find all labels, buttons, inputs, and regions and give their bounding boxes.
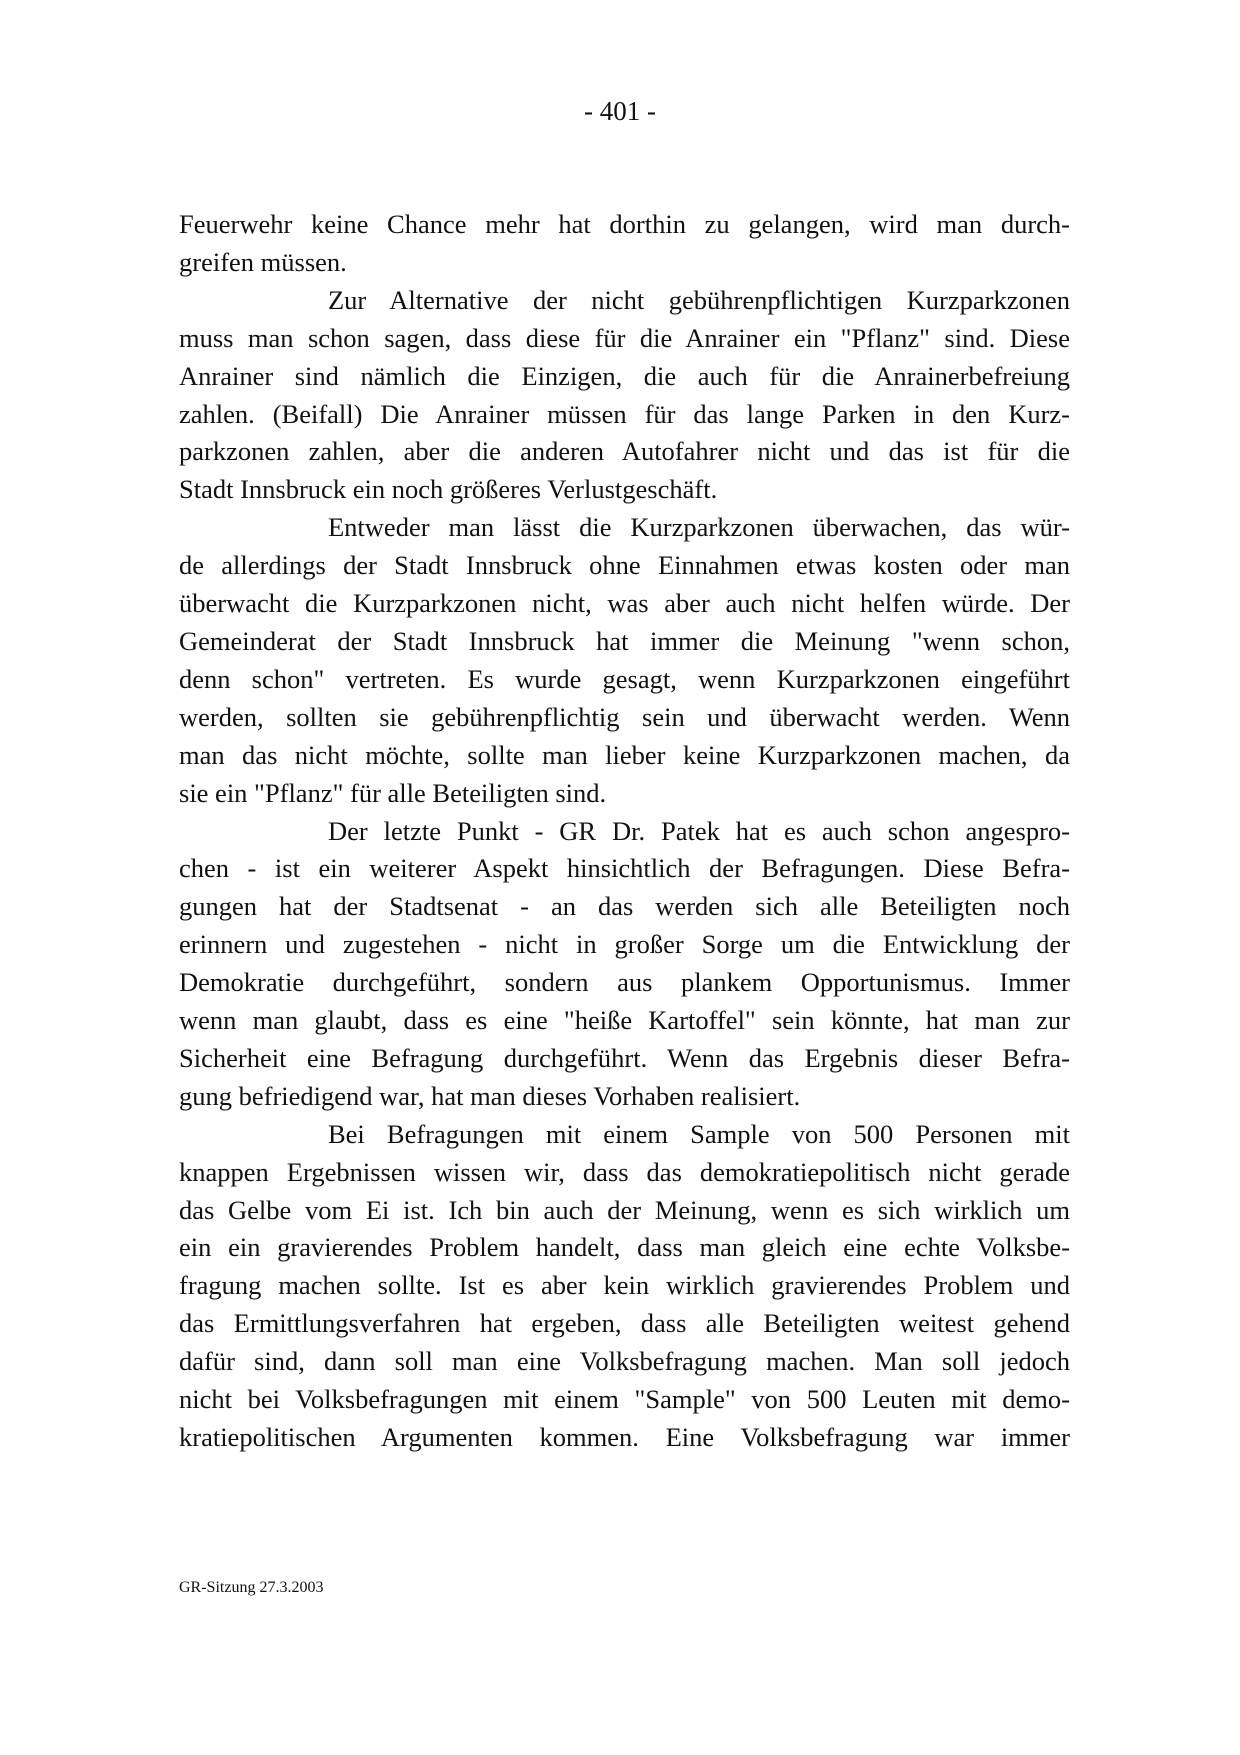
text-line: erinnern und zugestehen - nicht in großer Sorge um die Entwicklung der (179, 929, 1070, 960)
body-text (179, 206, 1070, 1457)
text-line: dafür sind, dann soll man eine Volksbefragung machen. Man soll jedoch (179, 1346, 1070, 1377)
text-line: zahlen. (Beifall) Die Anrainer müssen für das lange Parken in den Kurz- (179, 398, 1070, 429)
text-line: Demokratie durchgeführt, sondern aus plankem Opportunismus. Immer (179, 967, 1070, 998)
paragraph (179, 813, 1070, 1116)
text-line: gung befriedigend war, hat man dieses Vorhaben realisiert. (179, 1080, 801, 1111)
text-line: Sicherheit eine Befragung durchgeführt. Wenn das Ergebnis dieser Befra- (179, 1042, 1070, 1073)
paragraph (179, 509, 1070, 812)
text-line: Anrainer sind nämlich die Einzigen, die auch für die Anrainerbefreiung (179, 360, 1070, 391)
text-line: man das nicht möchte, sollte man lieber keine Kurzparkzonen machen, da (179, 739, 1070, 770)
text-line: das Ermittlungsverfahren hat ergeben, dass alle Beteiligten weitest gehend (179, 1308, 1070, 1339)
text-line: Zur Alternative der nicht gebührenpflichtigen Kurzparkzonen (328, 284, 1070, 315)
text-line: gungen hat der Stadtsenat - an das werden sich alle Beteiligten noch (179, 891, 1070, 922)
text-line: ein ein gravierendes Problem handelt, dass man gleich eine echte Volksbe- (179, 1232, 1070, 1263)
text-line: überwacht die Kurzparkzonen nicht, was aber auch nicht helfen würde. Der (179, 588, 1070, 619)
text-line: Stadt Innsbruck ein noch größeres Verlustgeschäft. (179, 474, 718, 505)
paragraph (179, 1116, 1070, 1457)
text-line: denn schon" vertreten. Es wurde gesagt, wenn Kurzparkzonen eingeführt (179, 663, 1070, 694)
text-line: chen - ist ein weiterer Aspekt hinsichtlich der Befragungen. Diese Befra- (179, 853, 1070, 884)
text-line: fragung machen sollte. Ist es aber kein wirklich gravierendes Problem und (179, 1270, 1070, 1301)
text-line: nicht bei Volksbefragungen mit einem "Sample" von 500 Leuten mit demo- (179, 1384, 1070, 1415)
text-line: de allerdings der Stadt Innsbruck ohne Einnahmen etwas kosten oder man (179, 550, 1070, 581)
text-line: parkzonen zahlen, aber die anderen Autofahrer nicht und das ist für die (179, 436, 1070, 467)
text-line: greifen müssen. (179, 246, 347, 277)
text-line: Feuerwehr keine Chance mehr hat dorthin zu gelangen, wird man durch- (179, 209, 1070, 239)
paragraph (179, 206, 1070, 282)
page-number: - 401 - (584, 96, 656, 126)
text-line: knappen Ergebnissen wissen wir, dass das demokratiepolitisch nicht gerade (179, 1156, 1070, 1187)
text-line: wenn man glaubt, dass es eine "heiße Kartoffel" sein könnte, hat man zur (179, 1005, 1070, 1036)
text-line: Entweder man lässt die Kurzparkzonen überwachen, das wür- (328, 512, 1070, 543)
text-line: muss man schon sagen, dass diese für die Anrainer ein "Pflanz" sind. Diese (179, 322, 1070, 353)
text-line: das Gelbe vom Ei ist. Ich bin auch der Meinung, wenn es sich wirklich um (179, 1194, 1070, 1225)
text-line: kratiepolitischen Argumenten kommen. Eine Volksbefragung war immer (179, 1422, 1070, 1452)
text-line: Gemeinderat der Stadt Innsbruck hat immer die Meinung "wenn schon, (179, 625, 1070, 656)
text-line: Bei Befragungen mit einem Sample von 500 Personen mit (328, 1118, 1070, 1149)
text-line: Der letzte Punkt - GR Dr. Patek hat es auch schon angespro- (328, 815, 1070, 846)
paragraph (179, 282, 1070, 509)
text-line: sie ein "Pflanz" für alle Beteiligten sind. (179, 777, 607, 808)
footer-session-date: GR-Sitzung 27.3.2003 (179, 1579, 324, 1596)
text-line: werden, sollten sie gebührenpflichtig sein und überwacht werden. Wenn (179, 701, 1070, 732)
